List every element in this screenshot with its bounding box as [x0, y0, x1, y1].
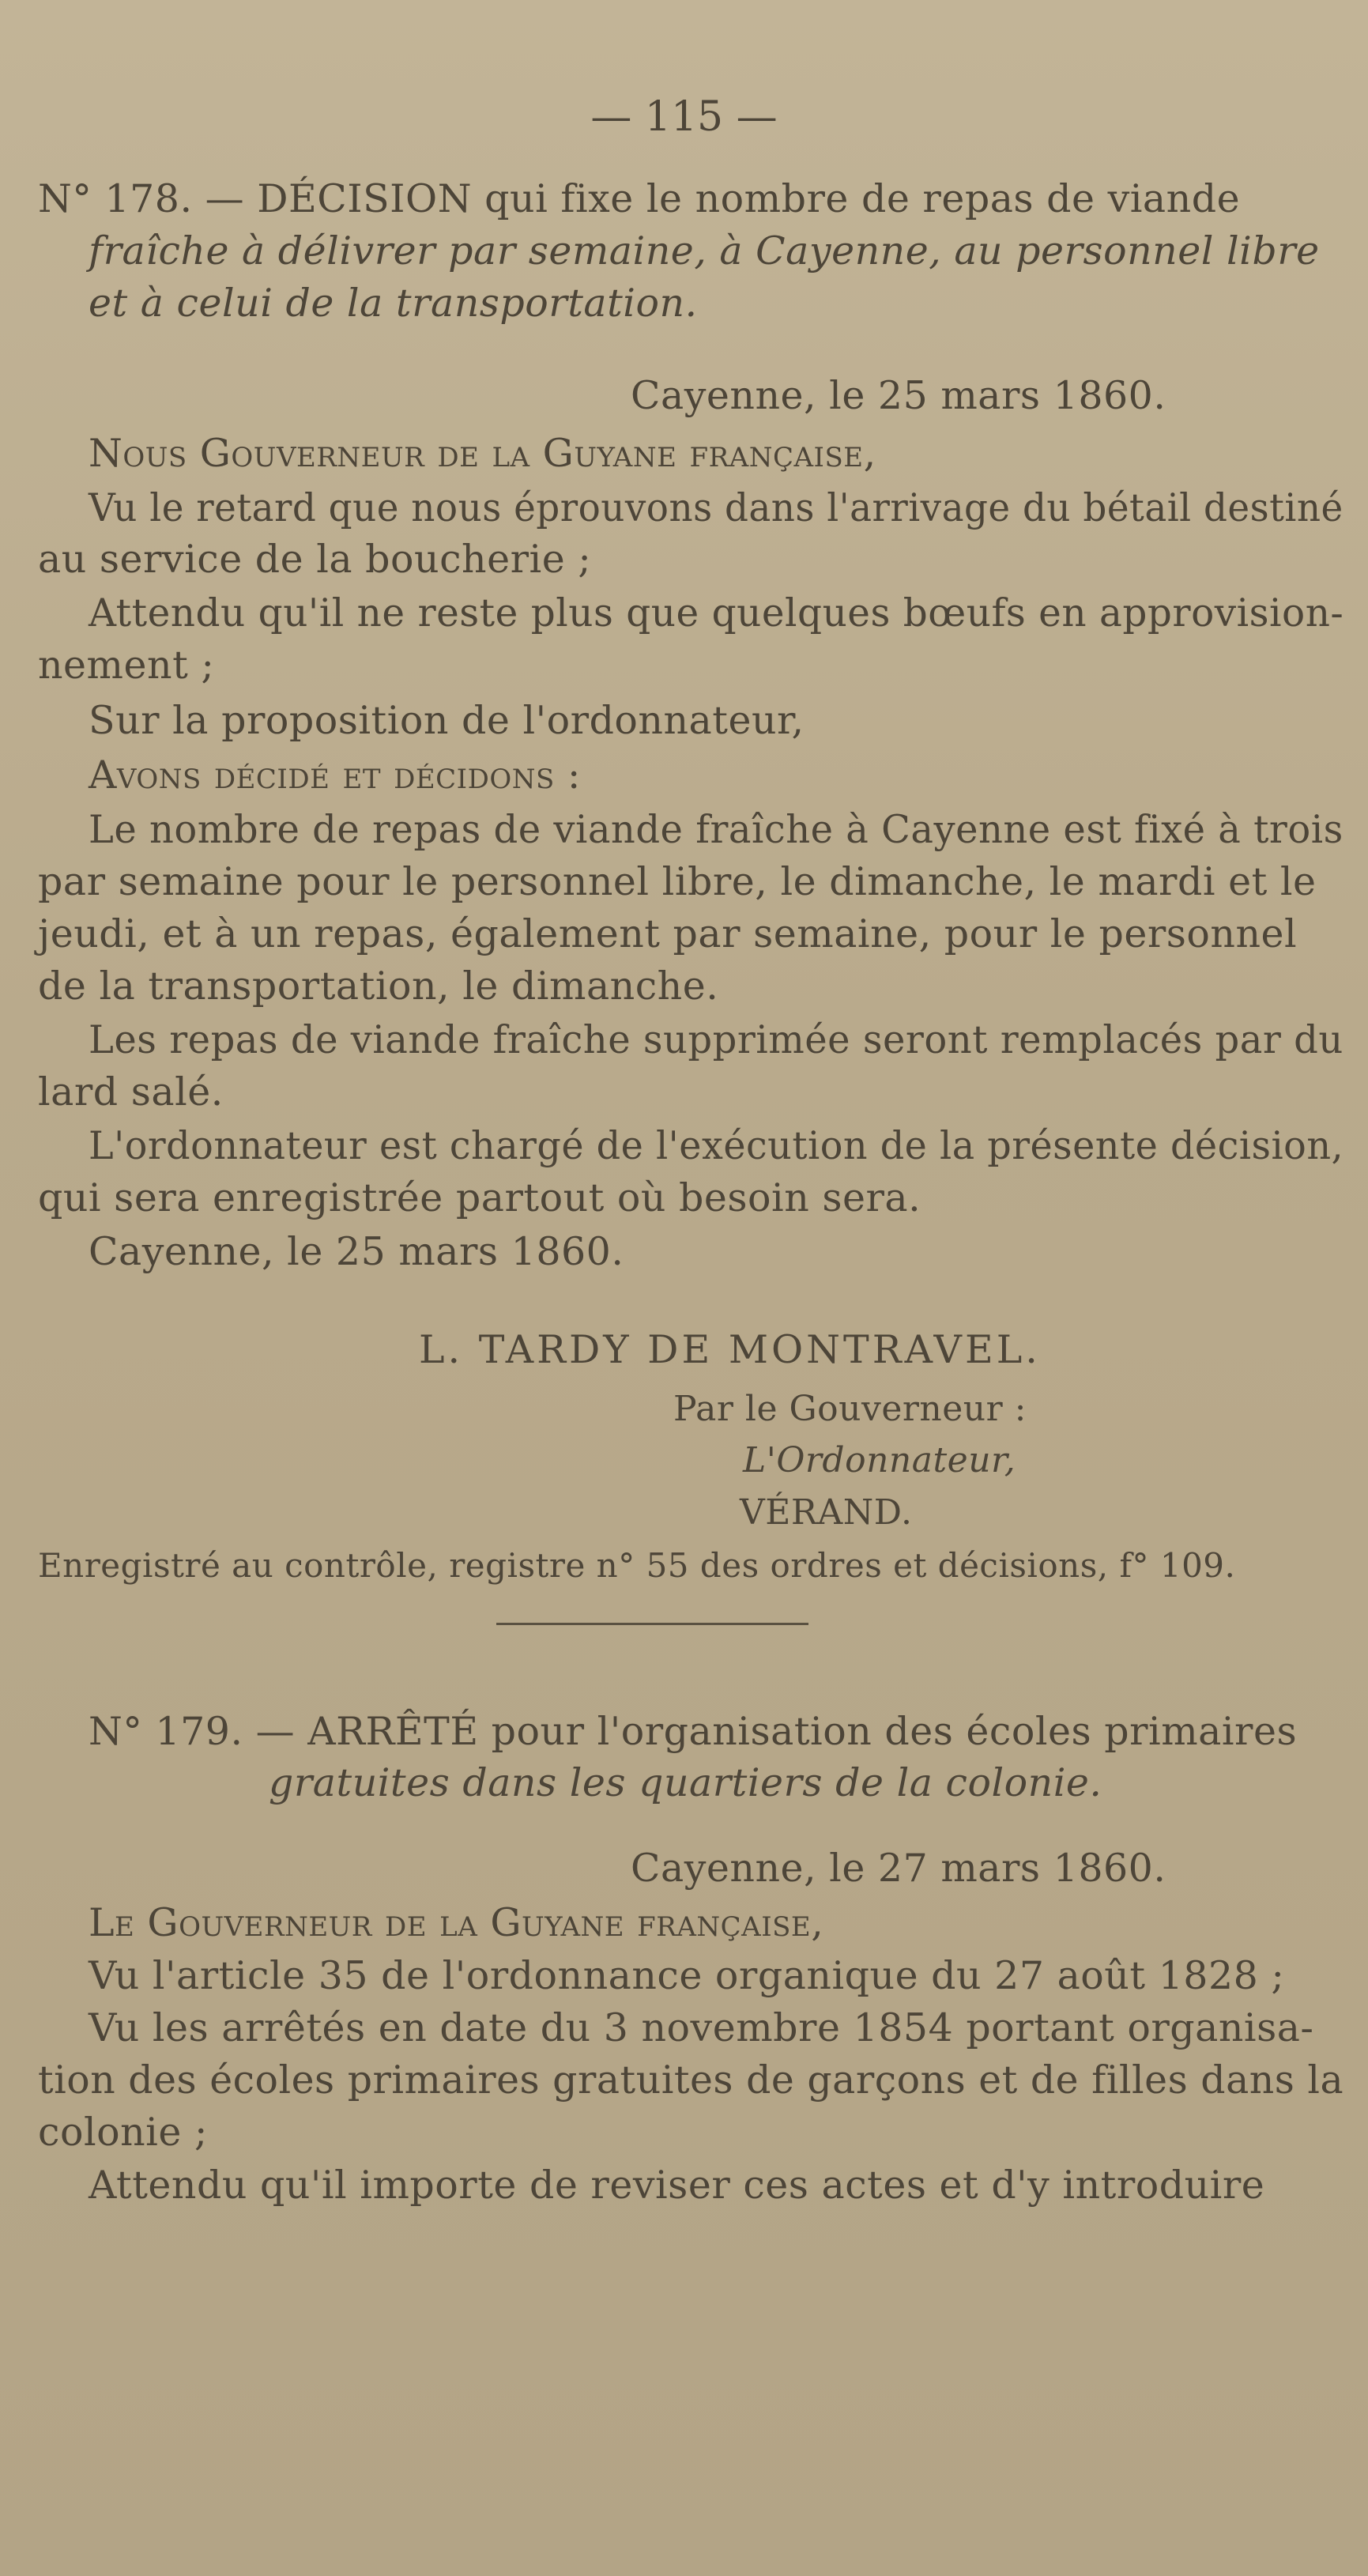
decision-178-title-line-1: N° 178. — DÉCISION qui fixe le nombre de repas de viande — [38, 176, 1241, 221]
arrete-179-para-2-line-2: tion des écoles primaires gratuites de garçons et de filles dans la — [38, 2057, 1344, 2103]
arrete-179-dateline: Cayenne, le 27 mars 1860. — [631, 1846, 1166, 1891]
decision-178-decided: Avons décidé et décidons : — [89, 752, 581, 798]
decision-178-para-2-line-1: Attendu qu'il ne reste plus que quelques bœufs en approvision- — [89, 590, 1344, 636]
arrete-179-title-line-2: gratuites dans les quartiers de la colonie. — [269, 1760, 1102, 1805]
registration-note: Enregistré au contrôle, registre n° 55 des ordres et décisions, f° 109. — [38, 1546, 1236, 1585]
arrete-179-para-1: Vu l'article 35 de l'ordonnance organique du 27 août 1828 ; — [89, 1953, 1285, 1998]
decision-178-para-4-line-3: jeudi, et à un repas, également par semaine, pour le personnel — [38, 911, 1298, 956]
decision-178-para-5-line-2: lard salé. — [38, 1069, 224, 1115]
by-governor: Par le Gouverneur : — [673, 1389, 1027, 1429]
arrete-179-opening: Le Gouverneur de la Guyane française, — [89, 1900, 824, 1945]
arrete-179-para-2-line-1: Vu les arrêtés en date du 3 novembre 1854 portant organisa- — [89, 2005, 1314, 2050]
decision-178-para-6-line-1: L'ordonnateur est chargé de l'exécution de la présente décision, — [89, 1123, 1344, 1168]
signature: L. TARDY DE MONTRAVEL. — [419, 1327, 1041, 1372]
arrete-179-para-2-line-3: colonie ; — [38, 2110, 208, 2155]
decision-178-closing-date: Cayenne, le 25 mars 1860. — [89, 1229, 624, 1274]
decision-178-para-4-line-4: de la transportation, le dimanche. — [38, 964, 719, 1009]
decision-178-dateline: Cayenne, le 25 mars 1860. — [631, 373, 1166, 418]
decision-178-opening: Nous Gouverneur de la Guyane française, — [89, 431, 876, 476]
verand-signature: VÉRAND. — [740, 1492, 913, 1533]
section-divider — [496, 1623, 808, 1625]
ordonnateur-title: L'Ordonnateur, — [743, 1440, 1016, 1480]
decision-178-para-4-line-2: par semaine pour le personnel libre, le dimanche, le mardi et le — [38, 859, 1317, 904]
decision-178-title-line-2: fraîche à délivrer par semaine, à Cayenne, au personnel libre — [89, 228, 1320, 273]
decision-178-para-1-line-2: au service de la boucherie ; — [38, 537, 592, 582]
decision-178-para-3: Sur la proposition de l'ordonnateur, — [89, 698, 805, 743]
decision-178-para-4-line-1: Le nombre de repas de viande fraîche à Cayenne est fixé à trois — [89, 807, 1344, 852]
arrete-179-title-line-1: N° 179. — ARRÊTÉ pour l'organisation des écoles primaires — [89, 1709, 1298, 1754]
decision-178-para-1-line-1: Vu le retard que nous éprouvons dans l'arrivage du bétail destiné — [89, 485, 1344, 530]
arrete-179-para-3: Attendu qu'il importe de reviser ces actes et d'y introduire — [89, 2163, 1265, 2208]
decision-178-para-5-line-1: Les repas de viande fraîche supprimée seront remplacés par du — [89, 1017, 1344, 1062]
decision-178-para-6-line-2: qui sera enregistrée partout où besoin sera. — [38, 1175, 921, 1220]
decision-178-para-2-line-2: nement ; — [38, 643, 215, 688]
page-number: — 115 — — [590, 93, 778, 141]
decision-178-title-line-3: et à celui de la transportation. — [89, 281, 698, 326]
